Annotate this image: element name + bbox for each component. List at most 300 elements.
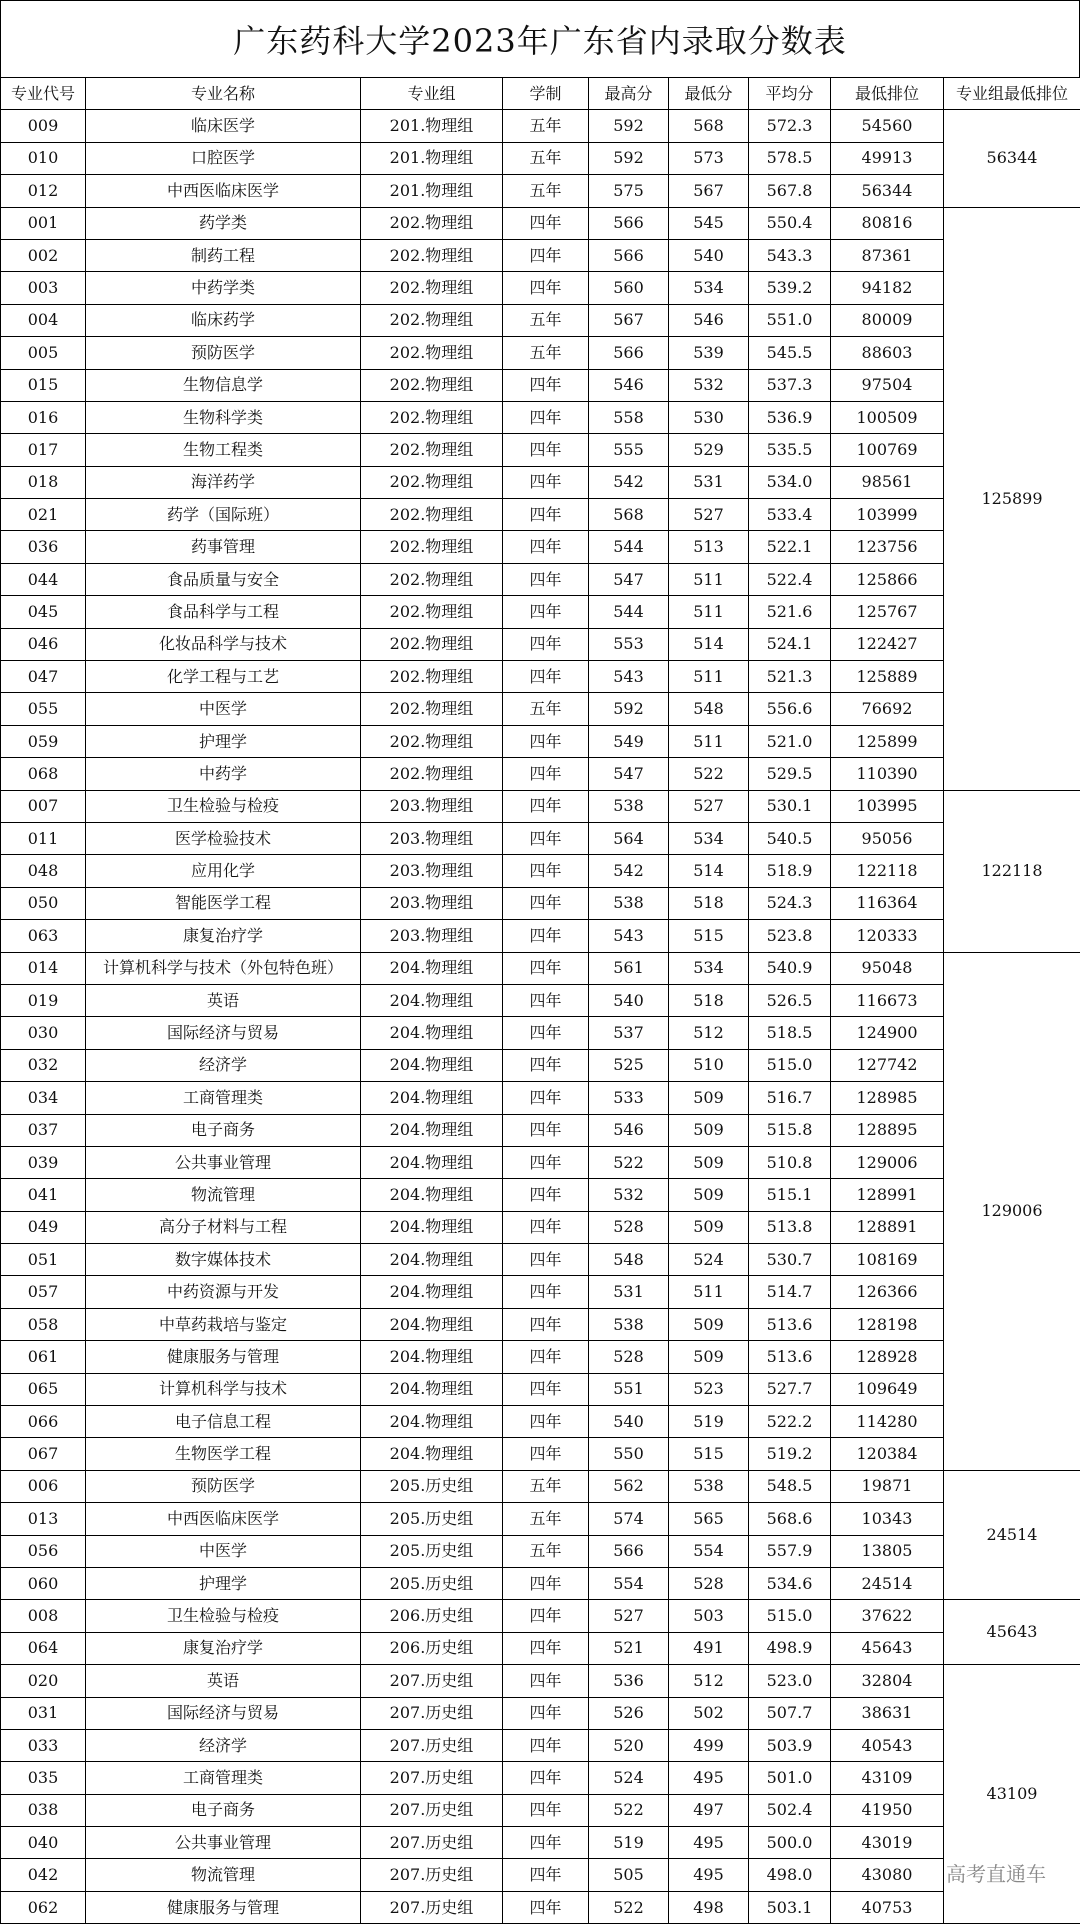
cell-group: 202.物理组 <box>361 304 503 336</box>
cell-min-score: 515 <box>669 920 749 952</box>
cell-min-rank: 103999 <box>831 499 944 531</box>
cell-max-score: 549 <box>589 725 669 757</box>
cell-avg-score: 526.5 <box>749 984 831 1016</box>
table-row <box>1 596 1080 628</box>
cell-avg-score: 513.6 <box>749 1308 831 1340</box>
cell-max-score: 555 <box>589 434 669 466</box>
cell-group: 202.物理组 <box>361 725 503 757</box>
col-header-max: 最高分 <box>589 78 669 110</box>
cell-code: 063 <box>1 920 86 952</box>
cell-years: 四年 <box>503 1244 589 1276</box>
cell-max-score: 574 <box>589 1503 669 1535</box>
cell-years: 五年 <box>503 1470 589 1502</box>
cell-avg-score: 572.3 <box>749 110 831 142</box>
cell-group: 202.物理组 <box>361 499 503 531</box>
cell-avg-score: 568.6 <box>749 1503 831 1535</box>
cell-avg-score: 527.7 <box>749 1373 831 1405</box>
cell-max-score: 533 <box>589 1082 669 1114</box>
cell-min-score: 511 <box>669 661 749 693</box>
admission-score-table <box>0 77 1080 1924</box>
cell-min-rank: 124900 <box>831 1017 944 1049</box>
cell-min-rank: 114280 <box>831 1406 944 1438</box>
cell-min-rank: 103995 <box>831 790 944 822</box>
cell-min-score: 509 <box>669 1341 749 1373</box>
cell-name: 生物工程类 <box>86 434 361 466</box>
cell-min-score: 534 <box>669 822 749 854</box>
cell-min-score: 524 <box>669 1244 749 1276</box>
cell-years: 四年 <box>503 1567 589 1599</box>
cell-years: 五年 <box>503 142 589 174</box>
cell-max-score: 540 <box>589 984 669 1016</box>
table-row <box>1 1794 1080 1826</box>
cell-years: 四年 <box>503 1146 589 1178</box>
cell-code: 051 <box>1 1244 86 1276</box>
cell-max-score: 551 <box>589 1373 669 1405</box>
cell-name: 健康服务与管理 <box>86 1341 361 1373</box>
table-row <box>1 1503 1080 1535</box>
table-row <box>1 466 1080 498</box>
cell-name: 医学检验技术 <box>86 822 361 854</box>
cell-name: 计算机科学与技术（外包特色班） <box>86 952 361 984</box>
table-row <box>1 1827 1080 1859</box>
cell-min-score: 509 <box>669 1211 749 1243</box>
cell-group: 202.物理组 <box>361 693 503 725</box>
cell-min-rank: 128891 <box>831 1211 944 1243</box>
cell-code: 038 <box>1 1794 86 1826</box>
cell-code: 007 <box>1 790 86 822</box>
cell-code: 008 <box>1 1600 86 1632</box>
cell-min-score: 509 <box>669 1114 749 1146</box>
cell-min-rank: 19871 <box>831 1470 944 1502</box>
cell-min-score: 513 <box>669 531 749 563</box>
table-row <box>1 1762 1080 1794</box>
cell-avg-score: 510.8 <box>749 1146 831 1178</box>
cell-min-score: 529 <box>669 434 749 466</box>
cell-max-score: 561 <box>589 952 669 984</box>
table-row <box>1 1373 1080 1405</box>
cell-code: 062 <box>1 1891 86 1923</box>
cell-years: 四年 <box>503 984 589 1016</box>
cell-group: 207.历史组 <box>361 1827 503 1859</box>
table-row <box>1 920 1080 952</box>
cell-name: 临床药学 <box>86 304 361 336</box>
cell-max-score: 522 <box>589 1146 669 1178</box>
table-row <box>1 790 1080 822</box>
cell-years: 四年 <box>503 920 589 952</box>
cell-group: 204.物理组 <box>361 1114 503 1146</box>
cell-max-score: 522 <box>589 1891 669 1923</box>
cell-group: 205.历史组 <box>361 1470 503 1502</box>
cell-avg-score: 513.8 <box>749 1211 831 1243</box>
col-header-group: 专业组 <box>361 78 503 110</box>
cell-name: 电子商务 <box>86 1794 361 1826</box>
col-header-min: 最低分 <box>669 78 749 110</box>
cell-years: 四年 <box>503 1697 589 1729</box>
cell-group: 203.物理组 <box>361 790 503 822</box>
cell-avg-score: 548.5 <box>749 1470 831 1502</box>
cell-years: 四年 <box>503 1859 589 1891</box>
cell-name: 药事管理 <box>86 531 361 563</box>
cell-min-rank: 80816 <box>831 207 944 239</box>
cell-group: 202.物理组 <box>361 563 503 595</box>
cell-group: 207.历史组 <box>361 1762 503 1794</box>
cell-avg-score: 524.3 <box>749 887 831 919</box>
cell-group: 202.物理组 <box>361 337 503 369</box>
cell-group: 202.物理组 <box>361 207 503 239</box>
table-row <box>1 1535 1080 1567</box>
cell-avg-score: 519.2 <box>749 1438 831 1470</box>
cell-name: 食品质量与安全 <box>86 563 361 595</box>
table-row <box>1 628 1080 660</box>
cell-min-rank: 45643 <box>831 1632 944 1664</box>
cell-min-score: 511 <box>669 1276 749 1308</box>
cell-name: 护理学 <box>86 1567 361 1599</box>
cell-name: 高分子材料与工程 <box>86 1211 361 1243</box>
table-row <box>1 1049 1080 1081</box>
cell-group: 202.物理组 <box>361 466 503 498</box>
cell-avg-score: 536.9 <box>749 401 831 433</box>
cell-min-score: 502 <box>669 1697 749 1729</box>
cell-avg-score: 500.0 <box>749 1827 831 1859</box>
page-title: 广东药科大学2023年广东省内录取分数表 <box>0 0 1080 77</box>
cell-name: 药学类 <box>86 207 361 239</box>
cell-min-rank: 41950 <box>831 1794 944 1826</box>
cell-min-score: 531 <box>669 466 749 498</box>
cell-years: 四年 <box>503 1762 589 1794</box>
cell-avg-score: 535.5 <box>749 434 831 466</box>
table-row <box>1 1406 1080 1438</box>
cell-name: 计算机科学与技术 <box>86 1373 361 1405</box>
cell-name: 中西医临床医学 <box>86 1503 361 1535</box>
cell-name: 智能医学工程 <box>86 887 361 919</box>
cell-avg-score: 523.0 <box>749 1665 831 1697</box>
cell-name: 健康服务与管理 <box>86 1891 361 1923</box>
cell-code: 049 <box>1 1211 86 1243</box>
cell-avg-score: 578.5 <box>749 142 831 174</box>
cell-years: 四年 <box>503 1632 589 1664</box>
cell-code: 059 <box>1 725 86 757</box>
cell-years: 四年 <box>503 1211 589 1243</box>
cell-min-score: 495 <box>669 1827 749 1859</box>
cell-min-rank: 125866 <box>831 563 944 595</box>
cell-group: 202.物理组 <box>361 531 503 563</box>
cell-group-min-rank: 24514 <box>944 1470 1080 1600</box>
cell-years: 四年 <box>503 434 589 466</box>
cell-avg-score: 522.2 <box>749 1406 831 1438</box>
cell-min-rank: 126366 <box>831 1276 944 1308</box>
cell-years: 四年 <box>503 401 589 433</box>
cell-name: 制药工程 <box>86 239 361 271</box>
cell-min-score: 532 <box>669 369 749 401</box>
cell-min-score: 534 <box>669 272 749 304</box>
cell-years: 四年 <box>503 466 589 498</box>
cell-avg-score: 530.7 <box>749 1244 831 1276</box>
cell-min-rank: 127742 <box>831 1049 944 1081</box>
cell-code: 048 <box>1 855 86 887</box>
cell-min-rank: 38631 <box>831 1697 944 1729</box>
cell-group: 204.物理组 <box>361 1373 503 1405</box>
cell-avg-score: 515.1 <box>749 1179 831 1211</box>
cell-group: 203.物理组 <box>361 887 503 919</box>
cell-group-min-rank: 56344 <box>944 110 1080 207</box>
table-row <box>1 1632 1080 1664</box>
cell-avg-score: 503.9 <box>749 1729 831 1761</box>
cell-min-score: 511 <box>669 725 749 757</box>
table-row <box>1 1341 1080 1373</box>
cell-min-score: 495 <box>669 1859 749 1891</box>
cell-max-score: 564 <box>589 822 669 854</box>
cell-max-score: 540 <box>589 1406 669 1438</box>
cell-min-rank: 100769 <box>831 434 944 466</box>
cell-name: 中药资源与开发 <box>86 1276 361 1308</box>
cell-max-score: 553 <box>589 628 669 660</box>
cell-min-score: 509 <box>669 1179 749 1211</box>
cell-code: 034 <box>1 1082 86 1114</box>
col-header-avg: 平均分 <box>749 78 831 110</box>
cell-years: 四年 <box>503 1179 589 1211</box>
cell-group: 204.物理组 <box>361 1244 503 1276</box>
cell-code: 011 <box>1 822 86 854</box>
cell-code: 057 <box>1 1276 86 1308</box>
table-row <box>1 1600 1080 1632</box>
cell-group: 204.物理组 <box>361 984 503 1016</box>
cell-group: 204.物理组 <box>361 1179 503 1211</box>
cell-code: 004 <box>1 304 86 336</box>
cell-avg-score: 550.4 <box>749 207 831 239</box>
cell-min-rank: 95056 <box>831 822 944 854</box>
cell-name: 公共事业管理 <box>86 1146 361 1178</box>
cell-years: 五年 <box>503 693 589 725</box>
cell-code: 005 <box>1 337 86 369</box>
cell-min-score: 534 <box>669 952 749 984</box>
cell-max-score: 592 <box>589 110 669 142</box>
cell-avg-score: 551.0 <box>749 304 831 336</box>
table-row <box>1 337 1080 369</box>
cell-max-score: 546 <box>589 1114 669 1146</box>
cell-group: 206.历史组 <box>361 1632 503 1664</box>
table-row <box>1 1697 1080 1729</box>
cell-min-score: 515 <box>669 1438 749 1470</box>
cell-code: 044 <box>1 563 86 595</box>
cell-group: 205.历史组 <box>361 1567 503 1599</box>
cell-max-score: 562 <box>589 1470 669 1502</box>
cell-max-score: 528 <box>589 1211 669 1243</box>
table-row <box>1 887 1080 919</box>
cell-min-rank: 128991 <box>831 1179 944 1211</box>
cell-min-rank: 24514 <box>831 1567 944 1599</box>
cell-code: 020 <box>1 1665 86 1697</box>
cell-name: 化妆品科学与技术 <box>86 628 361 660</box>
table-header-row <box>1 78 1080 110</box>
cell-min-rank: 129006 <box>831 1146 944 1178</box>
cell-years: 四年 <box>503 1114 589 1146</box>
cell-avg-score: 540.5 <box>749 822 831 854</box>
cell-min-rank: 76692 <box>831 693 944 725</box>
cell-name: 中医学 <box>86 1535 361 1567</box>
cell-years: 四年 <box>503 499 589 531</box>
cell-group: 204.物理组 <box>361 1049 503 1081</box>
cell-min-rank: 43109 <box>831 1762 944 1794</box>
cell-min-rank: 120333 <box>831 920 944 952</box>
cell-min-score: 510 <box>669 1049 749 1081</box>
cell-min-score: 512 <box>669 1017 749 1049</box>
cell-min-rank: 97504 <box>831 369 944 401</box>
cell-avg-score: 515.8 <box>749 1114 831 1146</box>
cell-min-score: 503 <box>669 1600 749 1632</box>
cell-name: 中药学 <box>86 758 361 790</box>
cell-avg-score: 513.6 <box>749 1341 831 1373</box>
cell-code: 066 <box>1 1406 86 1438</box>
cell-avg-score: 507.7 <box>749 1697 831 1729</box>
cell-name: 经济学 <box>86 1729 361 1761</box>
cell-code: 001 <box>1 207 86 239</box>
cell-name: 公共事业管理 <box>86 1827 361 1859</box>
cell-max-score: 548 <box>589 1244 669 1276</box>
cell-code: 018 <box>1 466 86 498</box>
table-row <box>1 1891 1080 1923</box>
cell-years: 四年 <box>503 1406 589 1438</box>
cell-min-rank: 123756 <box>831 531 944 563</box>
cell-max-score: 525 <box>589 1049 669 1081</box>
table-row <box>1 1211 1080 1243</box>
cell-group: 204.物理组 <box>361 1308 503 1340</box>
cell-min-rank: 128198 <box>831 1308 944 1340</box>
cell-min-score: 514 <box>669 628 749 660</box>
cell-avg-score: 557.9 <box>749 1535 831 1567</box>
cell-years: 四年 <box>503 1341 589 1373</box>
cell-max-score: 521 <box>589 1632 669 1664</box>
cell-min-score: 540 <box>669 239 749 271</box>
cell-max-score: 560 <box>589 272 669 304</box>
cell-group: 204.物理组 <box>361 1017 503 1049</box>
cell-years: 四年 <box>503 887 589 919</box>
cell-avg-score: 524.1 <box>749 628 831 660</box>
cell-min-score: 522 <box>669 758 749 790</box>
cell-max-score: 524 <box>589 1762 669 1794</box>
cell-min-score: 545 <box>669 207 749 239</box>
table-row <box>1 1244 1080 1276</box>
cell-name: 口腔医学 <box>86 142 361 174</box>
cell-min-rank: 32804 <box>831 1665 944 1697</box>
cell-name: 电子商务 <box>86 1114 361 1146</box>
cell-min-score: 509 <box>669 1146 749 1178</box>
cell-code: 041 <box>1 1179 86 1211</box>
cell-group-min-rank: 45643 <box>944 1600 1080 1665</box>
cell-code: 033 <box>1 1729 86 1761</box>
cell-name: 海洋药学 <box>86 466 361 498</box>
cell-min-score: 539 <box>669 337 749 369</box>
cell-min-rank: 108169 <box>831 1244 944 1276</box>
cell-min-rank: 125899 <box>831 725 944 757</box>
cell-max-score: 575 <box>589 175 669 207</box>
cell-max-score: 558 <box>589 401 669 433</box>
cell-max-score: 526 <box>589 1697 669 1729</box>
cell-group: 202.物理组 <box>361 369 503 401</box>
cell-name: 数字媒体技术 <box>86 1244 361 1276</box>
cell-name: 经济学 <box>86 1049 361 1081</box>
cell-avg-score: 521.0 <box>749 725 831 757</box>
col-header-name: 专业名称 <box>86 78 361 110</box>
cell-code: 068 <box>1 758 86 790</box>
cell-name: 国际经济与贸易 <box>86 1017 361 1049</box>
cell-years: 四年 <box>503 1827 589 1859</box>
cell-years: 四年 <box>503 725 589 757</box>
cell-min-rank: 10343 <box>831 1503 944 1535</box>
cell-years: 四年 <box>503 239 589 271</box>
table-row <box>1 1017 1080 1049</box>
cell-years: 四年 <box>503 596 589 628</box>
cell-years: 四年 <box>503 758 589 790</box>
cell-min-score: 527 <box>669 499 749 531</box>
cell-group: 204.物理组 <box>361 1146 503 1178</box>
cell-group-min-rank: 129006 <box>944 952 1080 1470</box>
cell-years: 四年 <box>503 1373 589 1405</box>
cell-name: 化学工程与工艺 <box>86 661 361 693</box>
cell-max-score: 550 <box>589 1438 669 1470</box>
cell-code: 065 <box>1 1373 86 1405</box>
cell-max-score: 567 <box>589 304 669 336</box>
cell-min-score: 519 <box>669 1406 749 1438</box>
cell-years: 四年 <box>503 1017 589 1049</box>
cell-code: 067 <box>1 1438 86 1470</box>
cell-group: 207.历史组 <box>361 1729 503 1761</box>
table-row <box>1 1276 1080 1308</box>
cell-code: 006 <box>1 1470 86 1502</box>
cell-min-rank: 88603 <box>831 337 944 369</box>
cell-min-score: 568 <box>669 110 749 142</box>
cell-min-rank: 128985 <box>831 1082 944 1114</box>
cell-max-score: 536 <box>589 1665 669 1697</box>
cell-min-rank: 98561 <box>831 466 944 498</box>
cell-min-rank: 95048 <box>831 952 944 984</box>
cell-min-rank: 49913 <box>831 142 944 174</box>
cell-name: 工商管理类 <box>86 1082 361 1114</box>
cell-group: 205.历史组 <box>361 1503 503 1535</box>
cell-code: 035 <box>1 1762 86 1794</box>
table-body <box>1 110 1080 1924</box>
table-row <box>1 1146 1080 1178</box>
cell-min-score: 567 <box>669 175 749 207</box>
cell-code: 047 <box>1 661 86 693</box>
cell-group: 202.物理组 <box>361 758 503 790</box>
cell-code: 039 <box>1 1146 86 1178</box>
cell-min-score: 528 <box>669 1567 749 1599</box>
cell-min-score: 509 <box>669 1082 749 1114</box>
cell-group: 203.物理组 <box>361 855 503 887</box>
cell-min-rank: 54560 <box>831 110 944 142</box>
cell-years: 五年 <box>503 304 589 336</box>
cell-avg-score: 522.1 <box>749 531 831 563</box>
cell-group: 207.历史组 <box>361 1859 503 1891</box>
cell-code: 032 <box>1 1049 86 1081</box>
cell-years: 五年 <box>503 337 589 369</box>
cell-years: 四年 <box>503 1049 589 1081</box>
cell-group: 204.物理组 <box>361 1211 503 1243</box>
table-row <box>1 1859 1080 1891</box>
cell-group: 202.物理组 <box>361 401 503 433</box>
cell-max-score: 544 <box>589 531 669 563</box>
cell-code: 015 <box>1 369 86 401</box>
cell-min-score: 523 <box>669 1373 749 1405</box>
cell-name: 英语 <box>86 1665 361 1697</box>
cell-min-score: 573 <box>669 142 749 174</box>
table-row <box>1 1179 1080 1211</box>
cell-group: 207.历史组 <box>361 1794 503 1826</box>
table-row <box>1 239 1080 271</box>
cell-avg-score: 533.4 <box>749 499 831 531</box>
table-row <box>1 207 1080 239</box>
cell-code: 050 <box>1 887 86 919</box>
